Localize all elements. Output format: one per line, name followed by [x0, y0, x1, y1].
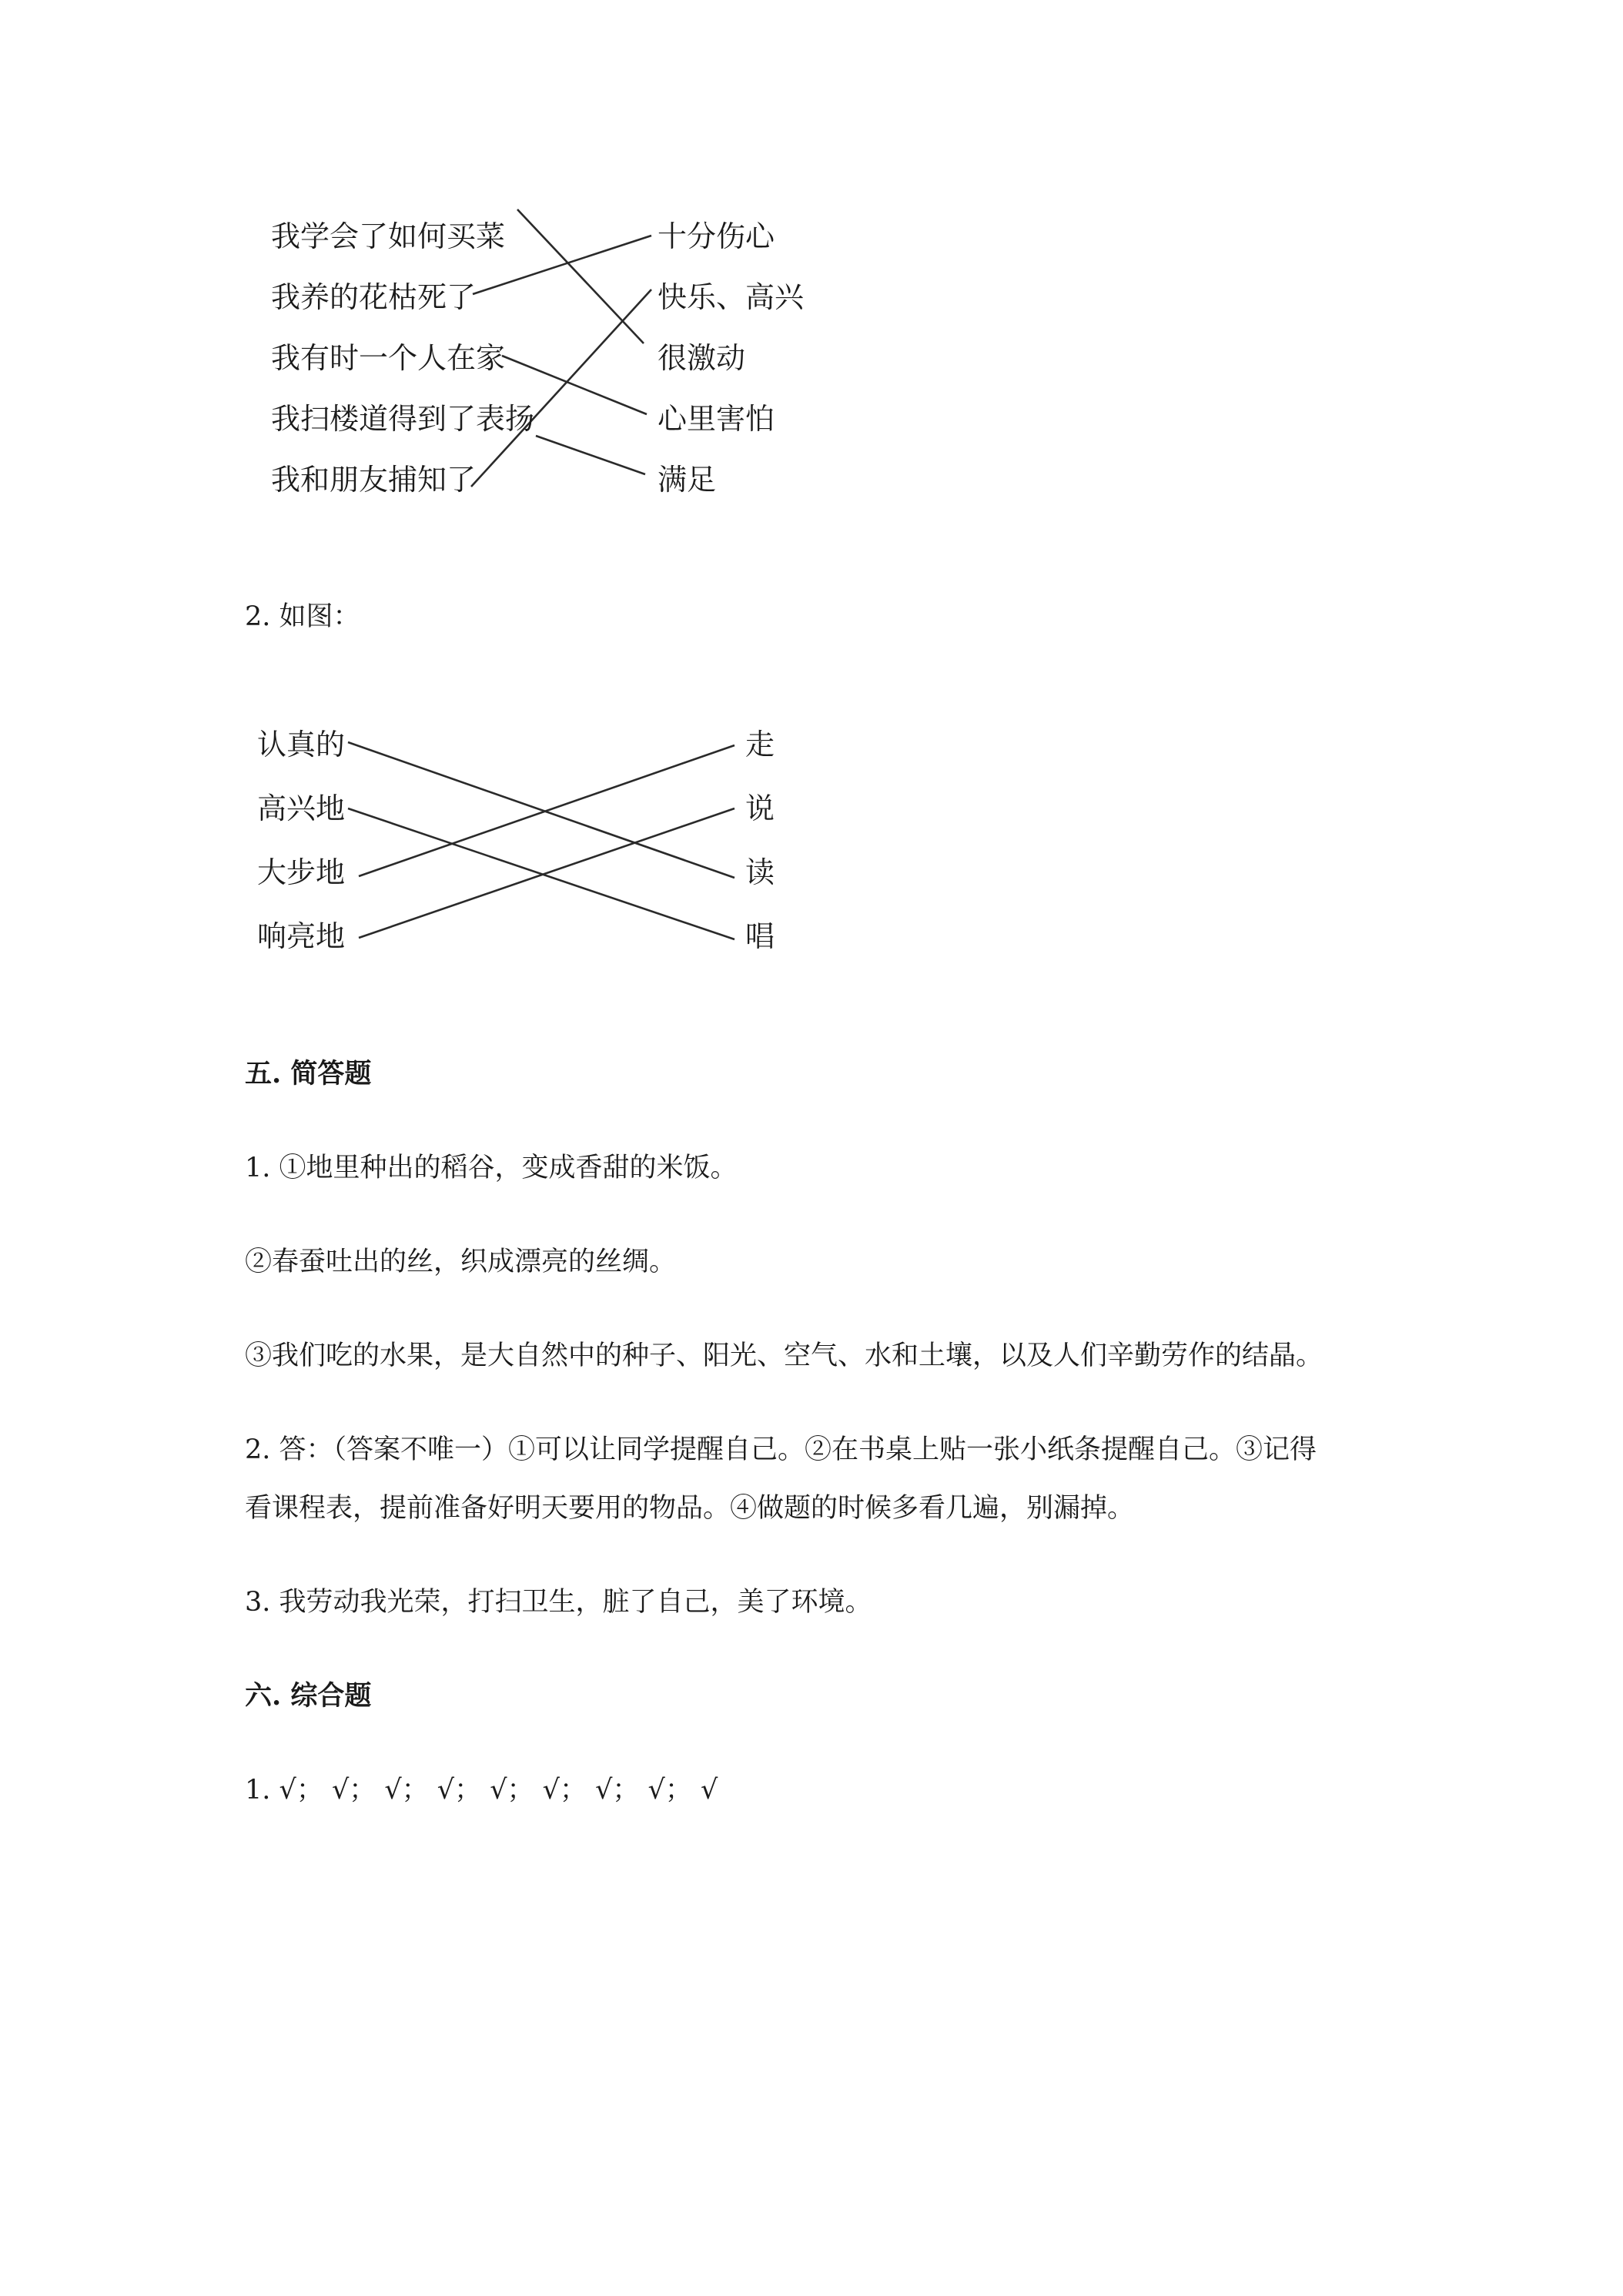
section-5-title: 五. 简答题 [245, 1058, 372, 1089]
answer-line: 3. 我劳动我光荣，打扫卫生，脏了自己，美了环境。 [245, 1587, 872, 1618]
right-item: 很激动 [658, 341, 746, 375]
left-item: 我扫楼道得到了表扬 [271, 402, 535, 436]
answer-line: 1. ①地里种出的稻谷，变成香甜的米饭。 [245, 1153, 738, 1183]
connecting-line [348, 742, 735, 878]
right-item: 走 [745, 728, 775, 761]
right-column [658, 219, 805, 497]
connecting-line [517, 209, 644, 343]
connecting-line [359, 808, 735, 938]
matching-diagram-1 [0, 0, 1623, 554]
matching-diagram-2 [0, 678, 1623, 1001]
answer-line: ②春蚕吐出的丝，织成漂亮的丝绸。 [245, 1247, 677, 1277]
left-item: 大步地 [257, 855, 346, 889]
left-item: 高兴地 [257, 792, 346, 825]
left-item: 响亮地 [257, 919, 346, 953]
right-item: 满足 [658, 463, 717, 497]
matching-lines [348, 742, 735, 939]
right-column [745, 728, 775, 953]
right-item: 读 [745, 855, 775, 889]
answer-line: 2. 答：（答案不唯一）①可以让同学提醒自己。②在书桌上贴一张小纸条提醒自己。③记得 [245, 1434, 1317, 1465]
right-item: 唱 [745, 919, 775, 953]
question-2-label: 2. 如图： [245, 601, 360, 632]
left-item: 我养的花枯死了 [271, 280, 477, 314]
right-item: 快乐、高兴 [658, 280, 805, 314]
left-item: 我和朋友捕知了 [271, 463, 477, 497]
answer-line: ③我们吃的水果，是大自然中的种子、阳光、空气、水和土壤，以及人们辛勤劳作的结晶。 [245, 1340, 1323, 1371]
right-item: 心里害怕 [658, 402, 775, 436]
right-item: 说 [745, 792, 775, 825]
connecting-line [536, 436, 645, 474]
right-item: 十分伤心 [658, 219, 775, 253]
left-column [257, 728, 345, 953]
left-column [271, 219, 534, 497]
left-item: 认真的 [257, 728, 346, 761]
answer-line: 看课程表，提前准备好明天要用的物品。④做题的时候多看几遍，别漏掉。 [245, 1493, 1135, 1524]
section-6-title: 六. 综合题 [245, 1680, 372, 1712]
answer-line: 1. √； √； √； √； √； √； √； √； √ [245, 1775, 718, 1806]
left-item: 我学会了如何买菜 [271, 219, 506, 253]
connecting-line [471, 290, 651, 487]
left-item: 我有时一个人在家 [271, 341, 506, 375]
